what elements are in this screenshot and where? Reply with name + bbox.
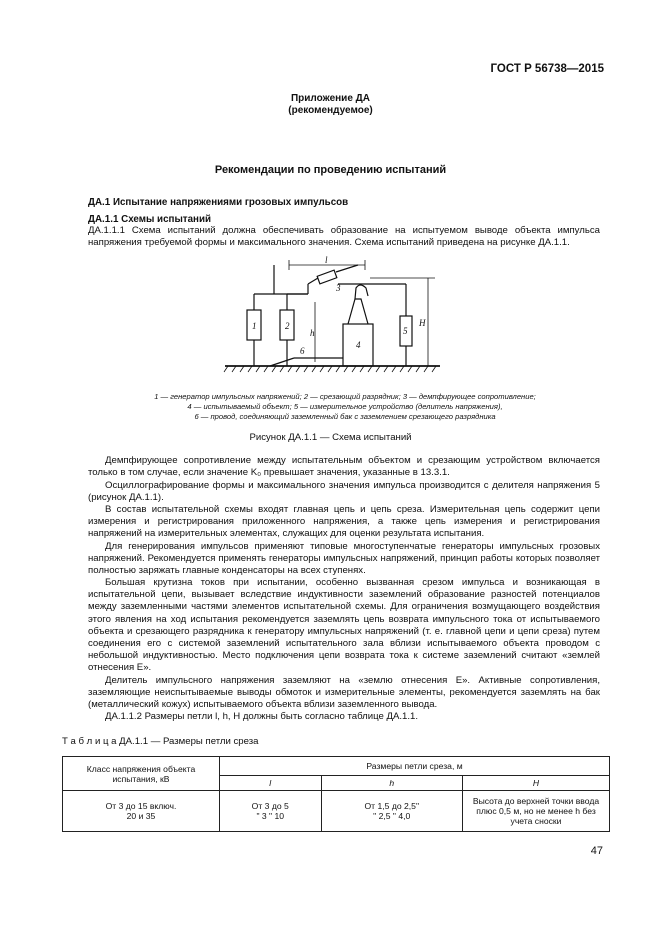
cell-h: От 1,5 до 2,5" " 2,5 " 4,0 <box>321 791 463 832</box>
paragraph-2: Осциллографирование формы и максимального значения импульса производится с делителя напряжения 5 (рисунок ДА.1.1). <box>88 480 600 504</box>
header-H: H <box>463 776 610 791</box>
damping-resistor <box>317 270 337 284</box>
paragraph-6: Делитель импульсного напряжения заземляют на «землю отнесения Е». Активные сопротивления, заземляющие неиспытываемые выводы обмоток и измерительные элементы, рекомендуется заземлять на бак (металлический кожух) испытываемого объекта вблизи заземленного вывода. <box>88 675 600 711</box>
section-heading-1: ДА.1 Испытание напряжениями грозовых импульсов <box>88 197 349 208</box>
paragraph-5: Большая крутизна токов при испытании, особенно вызванная срезом импульса и возникающая в испытательной цепи, вызывает вследствие индуктивности заземлений образование разностей потенциалов между заземленными частями элементов испытательной схемы. Для ограничения возмущающего воздействия этого явления на ход испытания рекомендуется заземлять цепь возврата импульсного тока от испытываемого объекта и срезающего разрядника к генератору импульсных напряжений (т. е. главной цепи и цепи среза) путем соединения его с системой заземлений испытательного зала вблизи испытываемого объекта проводом с небольшой индуктивностью. Место подключения цепи возврата тока к системе заземлений считают «землей отнесения Е». <box>88 577 600 674</box>
figure-legend-1: 1 — генератор импульсных напряжений; 2 — срезающий разрядник; 3 — демпфирующее сопротивление; <box>154 392 536 401</box>
figure-legend-2: 4 — испытываемый объект; 5 — измерительное устройство (делитель напряжения), <box>187 402 503 411</box>
label-2: 2 <box>285 321 290 331</box>
header-loop-dimensions: Размеры петли среза, м <box>220 757 610 776</box>
appendix-title: Приложение ДА <box>290 93 371 104</box>
cell-H: Высота до верхней точки ввода плюс 0,5 м, но не менее h без учета сноски <box>463 791 610 832</box>
paragraph-1: Демпфирующее сопротивление между испытательным объектом и срезающим устройством включается только в том случае, если значение K₀ превышает значения, указанные в 13.3.1. <box>88 455 600 479</box>
header-h: h <box>321 776 463 791</box>
main-title: Рекомендации по проведению испытаний <box>214 164 447 176</box>
test-circuit-diagram <box>210 254 455 384</box>
label-4: 4 <box>356 340 361 350</box>
paragraph-1-1-1: ДА.1.1.1 Схема испытаний должна обеспечивать образование на испытуемом выводе объекта импульса напряжения требуемой формы и максимального значения. Схема испытаний приведена на рисунке ДА.1.1. <box>88 225 600 249</box>
appendix-subtitle: (рекомендуемое) <box>288 105 373 116</box>
label-3: 3 <box>336 283 341 293</box>
paragraph-7: ДА.1.1.2 Размеры петли l, h, H должны быть согласно таблице ДА.1.1. <box>105 711 419 722</box>
cell-voltage: От 3 до 15 включ. 20 и 35 <box>63 791 220 832</box>
paragraph-3: В состав испытательной схемы входят главная цепь и цепь среза. Измерительная цепь содержит цепи измерения и регистрирования приложенного напряжения, а также цепь измерения и регистрирования напряжений на измерительных элементах, служащих для оценки результата испытания. <box>88 504 600 540</box>
label-l: l <box>325 255 328 265</box>
cell-l: От 3 до 5 " 3 " 10 <box>220 791 322 832</box>
page-number: 47 <box>590 845 603 857</box>
loop-dimensions-table <box>62 756 610 832</box>
label-6: 6 <box>300 346 305 356</box>
label-H: H <box>419 318 426 328</box>
figure-legend-3: 6 — провод, соединяющий заземленный бак с заземлением срезающего разрядника <box>194 412 496 421</box>
table-title: Т а б л и ц а ДА.1.1 — Размеры петли среза <box>62 736 259 747</box>
label-5: 5 <box>403 326 408 336</box>
label-1: 1 <box>252 321 257 331</box>
document-id: ГОСТ Р 56738—2015 <box>490 63 604 75</box>
figure-caption: Рисунок ДА.1.1 — Схема испытаний <box>249 432 412 443</box>
paragraph-4: Для генерирования импульсов применяют типовые многоступенчатые генераторы импульсных грозовых напряжений. Рекомендуется применять генераторы импульсных напряжений, принцип работы которых позволяет полностью заряжать главные конденсаторы на всех ступенях. <box>88 541 600 577</box>
section-heading-2: ДА.1.1 Схемы испытаний <box>88 214 212 225</box>
header-voltage-class: Класс напряжения объекта испытания, кВ <box>63 757 220 791</box>
header-l: l <box>220 776 322 791</box>
label-h: h <box>310 328 315 338</box>
